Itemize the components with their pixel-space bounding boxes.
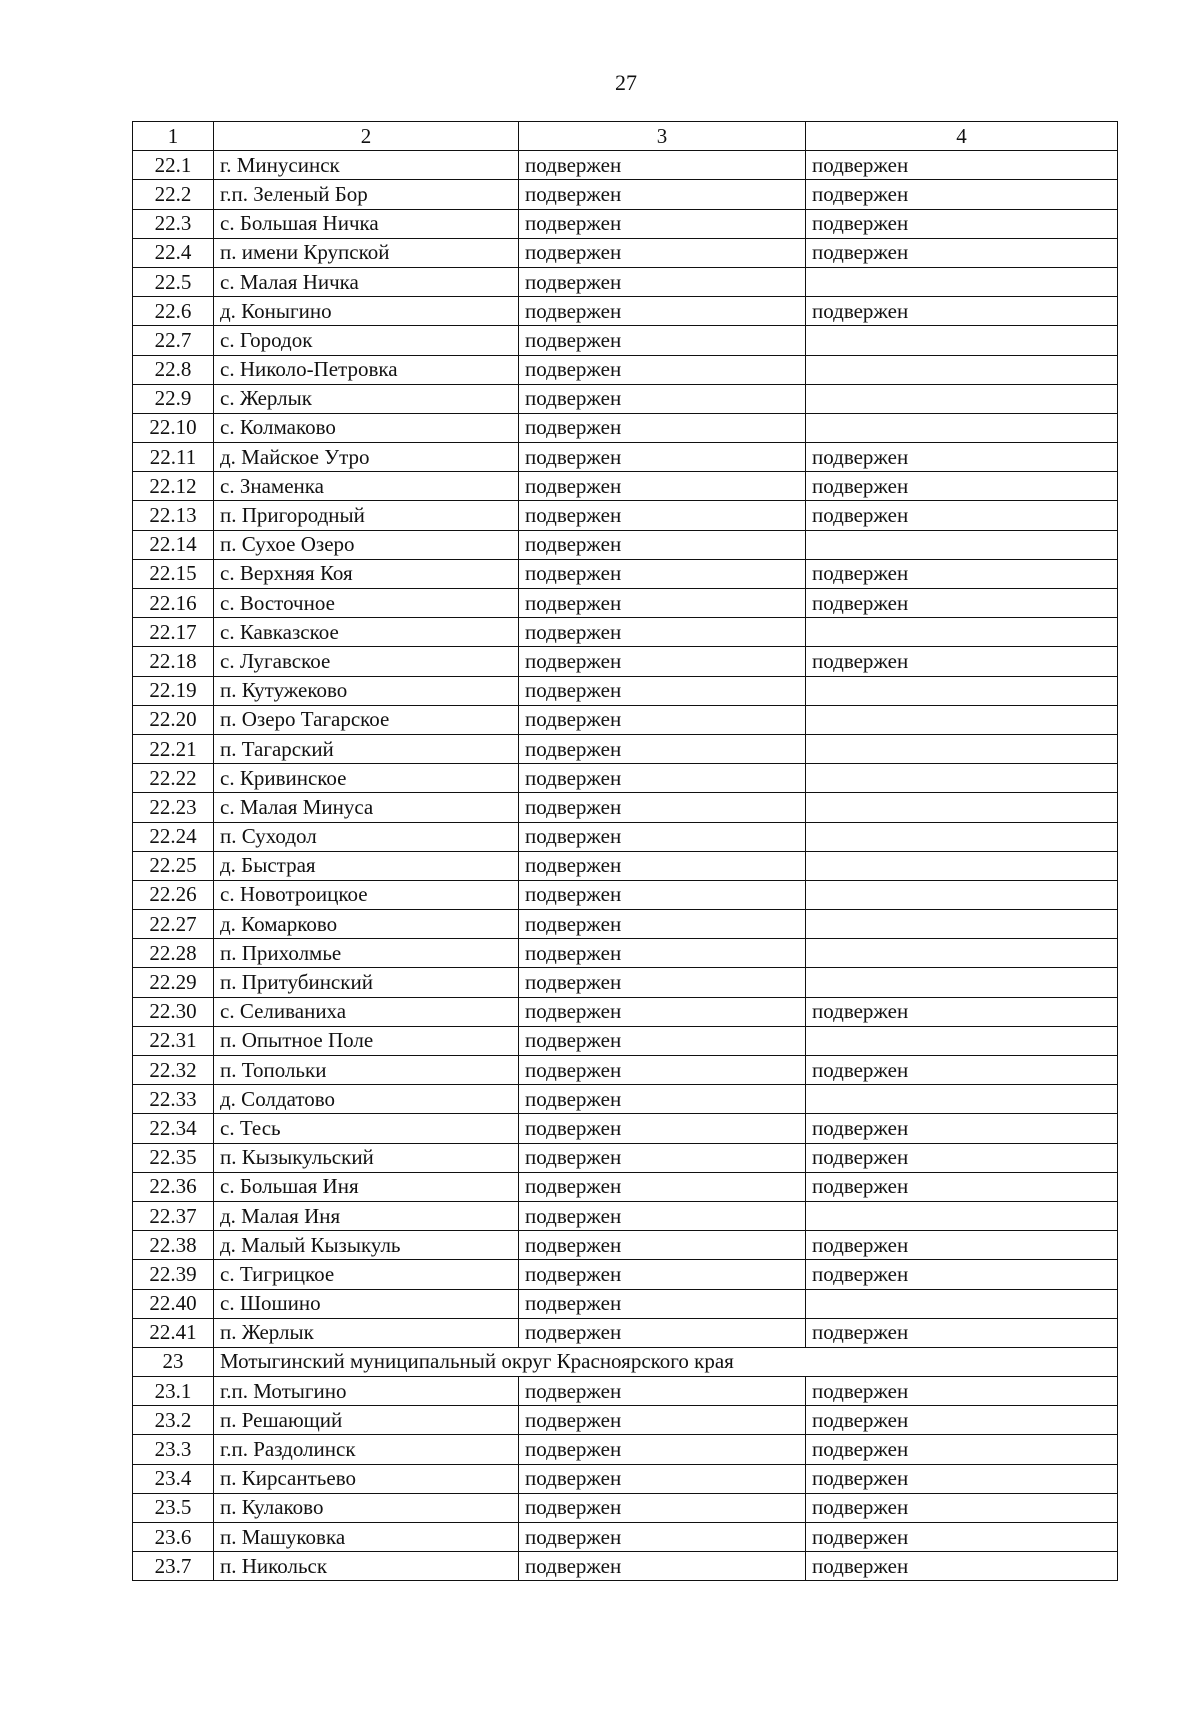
col4-status-cell: подвержен (806, 297, 1118, 326)
row-number-cell: 22.16 (133, 589, 214, 618)
col3-status-cell: подвержен (519, 851, 806, 880)
col4-status-cell: подвержен (806, 997, 1118, 1026)
table-row (133, 1201, 1118, 1230)
row-number-cell: 22.23 (133, 793, 214, 822)
table-row (133, 1318, 1118, 1347)
settlement-name-cell: п. Кулаково (214, 1493, 519, 1522)
col3-status-cell: подвержен (519, 705, 806, 734)
col4-status-cell: подвержен (806, 1231, 1118, 1260)
col3-status-cell: подвержен (519, 559, 806, 588)
header-col-4: 4 (806, 122, 1118, 151)
col4-status-cell: подвержен (806, 1056, 1118, 1085)
settlement-name-cell: д. Быстрая (214, 851, 519, 880)
settlement-name-cell: г.п. Раздолинск (214, 1435, 519, 1464)
col4-status-cell (806, 764, 1118, 793)
settlement-name-cell: п. Кирсантьево (214, 1464, 519, 1493)
col3-status-cell: подвержен (519, 1318, 806, 1347)
row-number-cell: 22.32 (133, 1056, 214, 1085)
col3-status-cell: подвержен (519, 151, 806, 180)
table-row (133, 1056, 1118, 1085)
settlement-name-cell: п. Тагарский (214, 734, 519, 763)
row-number-cell: 22.26 (133, 880, 214, 909)
settlement-name-cell: г.п. Мотыгино (214, 1377, 519, 1406)
table-row (133, 501, 1118, 530)
settlement-name-cell: с. Николо-Петровка (214, 355, 519, 384)
col4-status-cell: подвержен (806, 180, 1118, 209)
col3-status-cell: подвержен (519, 472, 806, 501)
settlement-name-cell: с. Малая Минуса (214, 793, 519, 822)
table-row (133, 968, 1118, 997)
col3-status-cell: подвержен (519, 1260, 806, 1289)
settlement-name-cell: с. Селиваниха (214, 997, 519, 1026)
col4-status-cell (806, 1201, 1118, 1230)
row-number-cell: 23.1 (133, 1377, 214, 1406)
row-number-cell: 22.6 (133, 297, 214, 326)
table-row (133, 209, 1118, 238)
col4-status-cell (806, 267, 1118, 296)
settlement-name-cell: г. Минусинск (214, 151, 519, 180)
table-row (133, 1377, 1118, 1406)
col3-status-cell: подвержен (519, 793, 806, 822)
settlement-name-cell: с. Тесь (214, 1114, 519, 1143)
table-row (133, 822, 1118, 851)
col3-status-cell: подвержен (519, 1406, 806, 1435)
col3-status-cell: подвержен (519, 1377, 806, 1406)
settlement-name-cell: с. Кавказское (214, 618, 519, 647)
table-row (133, 413, 1118, 442)
col4-status-cell: подвержен (806, 1435, 1118, 1464)
row-number-cell: 22.2 (133, 180, 214, 209)
col3-status-cell: подвержен (519, 1435, 806, 1464)
col4-status-cell (806, 1085, 1118, 1114)
settlement-name-cell: п. Топольки (214, 1056, 519, 1085)
row-number-cell: 22.22 (133, 764, 214, 793)
col4-status-cell: подвержен (806, 1523, 1118, 1552)
settlement-name-cell: п. Притубинский (214, 968, 519, 997)
row-number-cell: 22.24 (133, 822, 214, 851)
row-number-cell: 23.2 (133, 1406, 214, 1435)
table-row (133, 355, 1118, 384)
table-row (133, 297, 1118, 326)
col4-status-cell (806, 968, 1118, 997)
col3-status-cell: подвержен (519, 1056, 806, 1085)
col4-status-cell: подвержен (806, 501, 1118, 530)
row-number-cell: 22.36 (133, 1172, 214, 1201)
table-row (133, 734, 1118, 763)
col3-status-cell: подвержен (519, 997, 806, 1026)
settlement-name-cell: с. Большая Иня (214, 1172, 519, 1201)
col4-status-cell (806, 413, 1118, 442)
settlement-name-cell: п. Пригородный (214, 501, 519, 530)
col3-status-cell: подвержен (519, 968, 806, 997)
table-row (133, 559, 1118, 588)
col4-status-cell (806, 384, 1118, 413)
settlement-name-cell: д. Малая Иня (214, 1201, 519, 1230)
settlement-name-cell: с. Новотроицкое (214, 880, 519, 909)
row-number-cell: 22.11 (133, 443, 214, 472)
table-header-row (133, 122, 1118, 151)
col4-status-cell (806, 705, 1118, 734)
row-number-cell: 22.18 (133, 647, 214, 676)
row-number-cell: 22.37 (133, 1201, 214, 1230)
table-row (133, 851, 1118, 880)
col3-status-cell: подвержен (519, 1523, 806, 1552)
page-number: 27 (615, 70, 637, 95)
row-number-cell: 22.27 (133, 910, 214, 939)
col3-status-cell: подвержен (519, 530, 806, 559)
row-number-cell: 22.40 (133, 1289, 214, 1318)
col4-status-cell: подвержен (806, 1464, 1118, 1493)
settlement-name-cell: д. Майское Утро (214, 443, 519, 472)
table-row (133, 1260, 1118, 1289)
row-number-cell: 23.7 (133, 1552, 214, 1581)
col3-status-cell: подвержен (519, 734, 806, 763)
row-number-cell: 22.31 (133, 1026, 214, 1055)
table-row (133, 880, 1118, 909)
col3-status-cell: подвержен (519, 1552, 806, 1581)
table-row (133, 1114, 1118, 1143)
settlement-name-cell: п. имени Крупской (214, 238, 519, 267)
row-number-cell: 22.10 (133, 413, 214, 442)
col3-status-cell: подвержен (519, 413, 806, 442)
col4-status-cell (806, 1026, 1118, 1055)
table-row (133, 151, 1118, 180)
col4-status-cell: подвержен (806, 1406, 1118, 1435)
col3-status-cell: подвержен (519, 1289, 806, 1318)
settlement-name-cell: с. Восточное (214, 589, 519, 618)
settlement-name-cell: с. Кривинское (214, 764, 519, 793)
col4-status-cell: подвержен (806, 1377, 1118, 1406)
col4-status-cell: подвержен (806, 1172, 1118, 1201)
col3-status-cell: подвержен (519, 238, 806, 267)
table-row (133, 326, 1118, 355)
row-number-cell: 22.9 (133, 384, 214, 413)
col4-status-cell (806, 734, 1118, 763)
row-number-cell: 23.4 (133, 1464, 214, 1493)
col4-status-cell: подвержен (806, 589, 1118, 618)
col4-status-cell: подвержен (806, 1493, 1118, 1522)
row-number-cell: 22.19 (133, 676, 214, 705)
row-number-cell: 22.25 (133, 851, 214, 880)
col4-status-cell: подвержен (806, 1114, 1118, 1143)
col3-status-cell: подвержен (519, 1172, 806, 1201)
row-number-cell: 23 (133, 1347, 214, 1376)
settlement-name-cell: с. Жерлык (214, 384, 519, 413)
header-col-3: 3 (519, 122, 806, 151)
table-row (133, 1523, 1118, 1552)
settlement-name-cell: с. Большая Ничка (214, 209, 519, 238)
settlement-name-cell: д. Солдатово (214, 1085, 519, 1114)
col4-status-cell: подвержен (806, 151, 1118, 180)
table-row (133, 238, 1118, 267)
col4-status-cell (806, 910, 1118, 939)
col4-status-cell (806, 676, 1118, 705)
col3-status-cell: подвержен (519, 443, 806, 472)
settlement-name-cell: с. Лугавское (214, 647, 519, 676)
settlement-name-cell: п. Жерлык (214, 1318, 519, 1347)
col3-status-cell: подвержен (519, 355, 806, 384)
section-row (133, 1347, 1118, 1376)
col3-status-cell: подвержен (519, 1493, 806, 1522)
col4-status-cell (806, 822, 1118, 851)
table-row (133, 618, 1118, 647)
col4-status-cell (806, 618, 1118, 647)
table-row (133, 1231, 1118, 1260)
table-row (133, 1552, 1118, 1581)
row-number-cell: 22.17 (133, 618, 214, 647)
row-number-cell: 22.13 (133, 501, 214, 530)
settlement-name-cell: п. Кутужеково (214, 676, 519, 705)
table-row (133, 705, 1118, 734)
settlement-name-cell: с. Колмаково (214, 413, 519, 442)
col3-status-cell: подвержен (519, 209, 806, 238)
table-row (133, 472, 1118, 501)
row-number-cell: 22.8 (133, 355, 214, 384)
table-row (133, 1026, 1118, 1055)
col4-status-cell: подвержен (806, 559, 1118, 588)
row-number-cell: 22.3 (133, 209, 214, 238)
table-row (133, 1435, 1118, 1464)
table-row (133, 1085, 1118, 1114)
col3-status-cell: подвержен (519, 589, 806, 618)
col3-status-cell: подвержен (519, 1231, 806, 1260)
table-row (133, 443, 1118, 472)
col3-status-cell: подвержен (519, 764, 806, 793)
col4-status-cell (806, 851, 1118, 880)
col4-status-cell (806, 355, 1118, 384)
table-body (133, 122, 1118, 1581)
col4-status-cell (806, 326, 1118, 355)
col3-status-cell: подвержен (519, 1143, 806, 1172)
settlement-name-cell: д. Малый Кызыкуль (214, 1231, 519, 1260)
row-number-cell: 22.33 (133, 1085, 214, 1114)
col3-status-cell: подвержен (519, 297, 806, 326)
table-row (133, 676, 1118, 705)
table-row (133, 1289, 1118, 1318)
col3-status-cell: подвержен (519, 880, 806, 909)
row-number-cell: 22.15 (133, 559, 214, 588)
col4-status-cell (806, 939, 1118, 968)
settlement-name-cell: п. Опытное Поле (214, 1026, 519, 1055)
settlement-name-cell: г.п. Зеленый Бор (214, 180, 519, 209)
table-row (133, 589, 1118, 618)
settlement-name-cell: п. Сухое Озеро (214, 530, 519, 559)
col3-status-cell: подвержен (519, 1085, 806, 1114)
table-row (133, 530, 1118, 559)
col4-status-cell: подвержен (806, 238, 1118, 267)
header-col-2: 2 (214, 122, 519, 151)
table-row (133, 997, 1118, 1026)
table-row (133, 1493, 1118, 1522)
col3-status-cell: подвержен (519, 267, 806, 296)
row-number-cell: 23.6 (133, 1523, 214, 1552)
table-row (133, 910, 1118, 939)
settlement-name-cell: п. Озеро Тагарское (214, 705, 519, 734)
col3-status-cell: подвержен (519, 1026, 806, 1055)
table-row (133, 180, 1118, 209)
row-number-cell: 22.28 (133, 939, 214, 968)
col3-status-cell: подвержен (519, 384, 806, 413)
row-number-cell: 23.5 (133, 1493, 214, 1522)
col3-status-cell: подвержен (519, 326, 806, 355)
settlements-table (132, 121, 1118, 1581)
col4-status-cell (806, 1289, 1118, 1318)
table-row (133, 267, 1118, 296)
settlement-name-cell: п. Кызыкульский (214, 1143, 519, 1172)
settlement-name-cell: с. Знаменка (214, 472, 519, 501)
table-row (133, 1172, 1118, 1201)
col3-status-cell: подвержен (519, 1201, 806, 1230)
row-number-cell: 22.29 (133, 968, 214, 997)
row-number-cell: 22.14 (133, 530, 214, 559)
settlement-name-cell: с. Городок (214, 326, 519, 355)
col4-status-cell: подвержен (806, 647, 1118, 676)
col4-status-cell: подвержен (806, 443, 1118, 472)
table-row (133, 647, 1118, 676)
row-number-cell: 22.12 (133, 472, 214, 501)
col3-status-cell: подвержен (519, 939, 806, 968)
settlement-name-cell: д. Комарково (214, 910, 519, 939)
col4-status-cell (806, 793, 1118, 822)
settlement-name-cell: с. Малая Ничка (214, 267, 519, 296)
table-row (133, 764, 1118, 793)
col4-status-cell: подвержен (806, 209, 1118, 238)
col4-status-cell: подвержен (806, 1260, 1118, 1289)
col4-status-cell: подвержен (806, 1552, 1118, 1581)
row-number-cell: 22.34 (133, 1114, 214, 1143)
row-number-cell: 22.1 (133, 151, 214, 180)
settlement-name-cell: п. Решающий (214, 1406, 519, 1435)
table-row (133, 1143, 1118, 1172)
col3-status-cell: подвержен (519, 676, 806, 705)
row-number-cell: 23.3 (133, 1435, 214, 1464)
table-row (133, 384, 1118, 413)
table-row (133, 1464, 1118, 1493)
settlement-name-cell: с. Верхняя Коя (214, 559, 519, 588)
table-row (133, 1406, 1118, 1435)
col3-status-cell: подвержен (519, 1114, 806, 1143)
settlement-name-cell: д. Коныгино (214, 297, 519, 326)
col3-status-cell: подвержен (519, 822, 806, 851)
row-number-cell: 22.41 (133, 1318, 214, 1347)
row-number-cell: 22.21 (133, 734, 214, 763)
row-number-cell: 22.5 (133, 267, 214, 296)
row-number-cell: 22.7 (133, 326, 214, 355)
col4-status-cell: подвержен (806, 1143, 1118, 1172)
settlement-name-cell: с. Шошино (214, 1289, 519, 1318)
table-row (133, 793, 1118, 822)
col3-status-cell: подвержен (519, 501, 806, 530)
table-row (133, 939, 1118, 968)
col3-status-cell: подвержен (519, 180, 806, 209)
col4-status-cell (806, 530, 1118, 559)
row-number-cell: 22.38 (133, 1231, 214, 1260)
col4-status-cell: подвержен (806, 472, 1118, 501)
row-number-cell: 22.4 (133, 238, 214, 267)
col3-status-cell: подвержен (519, 647, 806, 676)
header-col-1: 1 (133, 122, 214, 151)
col3-status-cell: подвержен (519, 910, 806, 939)
col3-status-cell: подвержен (519, 1464, 806, 1493)
settlement-name-cell: п. Суходол (214, 822, 519, 851)
settlement-name-cell: п. Прихолмье (214, 939, 519, 968)
settlement-name-cell: с. Тигрицкое (214, 1260, 519, 1289)
settlement-name-cell: п. Никольск (214, 1552, 519, 1581)
section-title-cell: Мотыгинский муниципальный округ Красноярского края (214, 1347, 1118, 1376)
row-number-cell: 22.35 (133, 1143, 214, 1172)
row-number-cell: 22.20 (133, 705, 214, 734)
col3-status-cell: подвержен (519, 618, 806, 647)
row-number-cell: 22.30 (133, 997, 214, 1026)
settlement-name-cell: п. Машуковка (214, 1523, 519, 1552)
row-number-cell: 22.39 (133, 1260, 214, 1289)
col4-status-cell (806, 880, 1118, 909)
col4-status-cell: подвержен (806, 1318, 1118, 1347)
